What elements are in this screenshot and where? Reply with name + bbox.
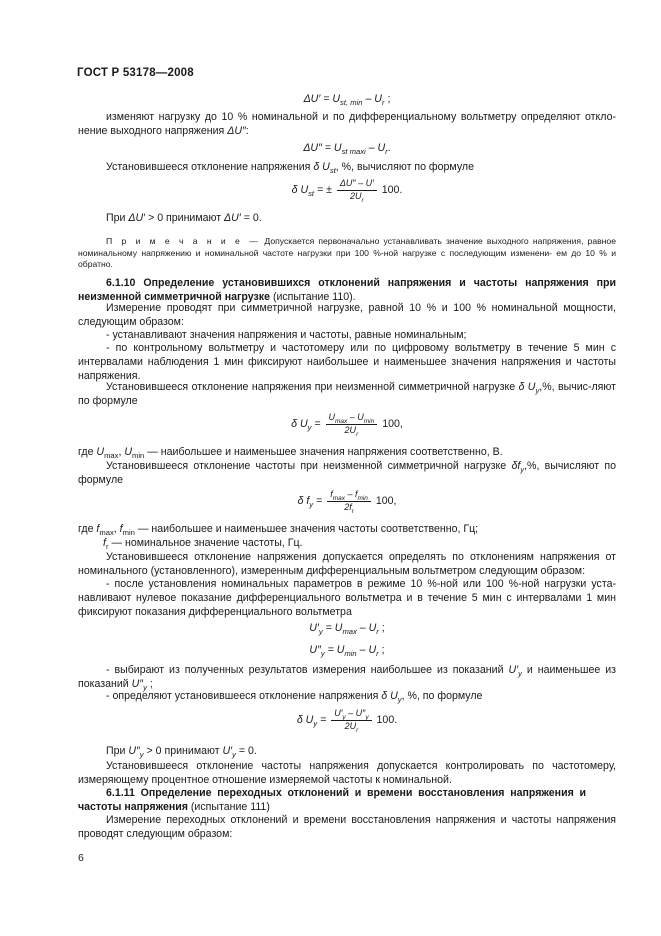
formula-u-y-double-prime: $U''_y = U_{min} - U_r$ ; — [309, 644, 385, 659]
paragraph-steady-deviation: Установившееся отклонение напряжения δ $U_{st}$, %, вычисляют по формуле — [106, 161, 474, 176]
paragraph-load-change: изменяют нагрузку до 10 % номинальной и по дифференциальному вольтметру определяют откло-нение выходного напряжения ΔU″: — [78, 111, 616, 137]
formula-delta-u-double-prime: $\Delta U'' = U_{st maxi} - U_r$. — [303, 142, 391, 157]
where-voltage-extremes: где $U_{max}$, $U_{min}$ — наибольшее и наименьшее значения напряжения соответственно, В. — [78, 446, 503, 461]
paragraph-differential-method: Установившееся отклонение напряжения допускается определять по отклонениям напряжения от номинального (установленного), измеренным дифференциальным вольтметром следующим образом: — [78, 551, 616, 577]
where-nominal-frequency: $f_r$ — номинальное значение частоты, Гц. — [103, 537, 303, 552]
section-heading-6-1-10: 6.1.10 Определение установившихся отклонений напряжения и частоты напряжения при неизменной симметричной нагрузке (испытание 110). — [78, 277, 616, 303]
formula-delta-f-y: δ $f_y$ = $\frac{f_{max} - f_{min}}{2f_r}$ 100, — [297, 489, 397, 515]
standard-header: ГОСТ Р 53178—2008 — [77, 67, 194, 79]
list-item-zero-reading: - после установления номинальных параметров в режиме 10 %-ной или 100 %-ной нагрузки уста- навливают нулевое показание дифференциального вольтметра и в течение 5 мин с интервалами 1 мин фиксируют показания дифференциального вольтметра — [78, 578, 616, 618]
paragraph-delta-condition: При ΔU′ > 0 принимают ΔU′ = 0. — [106, 212, 262, 224]
paragraph-measurement-symmetric: Измерение проводят при симметричной нагрузке, равной 10 % и 100 % номинальной мощности, следующим образом: — [78, 302, 616, 328]
list-item-set-values: - устанавливают значения напряжения и частоты, равные номинальным; — [106, 329, 467, 341]
paragraph-frequency-deviation: Установившееся отклонение частоты при неизменной симметричной нагрузке $\delta f_y,\%$, вычисляют по формуле — [78, 460, 617, 486]
paragraph-voltage-deviation: Установившееся отклонение напряжения при неизменной симметричной нагрузке δ $U_y,\%$, вычис-ляют по формуле — [78, 381, 616, 407]
formula-u-y-prime: $U'_y = U_{max} - U_r$ ; — [309, 622, 385, 637]
formula-delta-u-y: δ $U_y$ = $\frac{U_{max} - U_{min}}{2U_r}$ 100, — [291, 412, 403, 438]
note-label: П р и м е ч а н и е — — [106, 236, 261, 246]
list-item-determine-deviation: - определяют установившееся отклонение напряжения δ $U_y$, %, по формуле — [106, 690, 483, 705]
where-frequency-extremes: где $f_{max}$, $f_{min}$ — наибольшее и наименьшее значения частоты соответственно, Гц; — [78, 523, 479, 538]
paragraph-u-y-condition: При $U''_y > 0$ принимают $U'_y = 0$. — [106, 745, 257, 760]
section-heading-6-1-11: 6.1.11 Определение переходных отклонений и времени восстановления напряжения и частоты напряжения (испытание 111) — [78, 787, 586, 813]
list-item-select-extremes: - выбирают из полученных результатов измерения наибольшее из показаний $U'_y$ и наименьшее из показаний $U''_y$ ; — [78, 664, 616, 692]
note-block — [78, 236, 616, 271]
formula-delta-u-st: δ $U_{st}$ = ± $\frac{\Delta U'' - U'}{2U_r}$ 100. — [291, 178, 403, 204]
formula-delta-u-prime: $\Delta U' = U_{st, min} - U_r$ ; — [303, 93, 391, 108]
formula-delta-u-y-differential: δ $U_y$ = $\frac{U'_y - U''_y}{2U_r}$ 100. — [296, 708, 398, 734]
note-text: Допускается первоначально устанавливать значение выходного напряжения, равное номинальному напряжению и номинальной частоте нагрузки при 100 %-ной нагрузке с последующим изменени- ем до 10 % и обратно. — [78, 236, 616, 270]
list-item-voltmeter-5min: - по контрольному вольтметру и частотомеру или по цифровому вольтметру в течение 5 мин с интервалами наблюдения 1 мин фиксируют наибольшее и наименьшее значения напряжения и частоты напряжения. — [78, 342, 616, 382]
paragraph-frequency-meter: Установившееся отклонение частоты напряжения допускается контролировать по частотомеру, измеряющему процентное отношение измеряемой частоты к номинальной. — [78, 760, 616, 786]
paragraph-transient-measurement: Измерение переходных отклонений и времени восстановления напряжения и частоты напряжения проводят следующим образом: — [78, 814, 616, 840]
page-number: 6 — [78, 852, 84, 864]
